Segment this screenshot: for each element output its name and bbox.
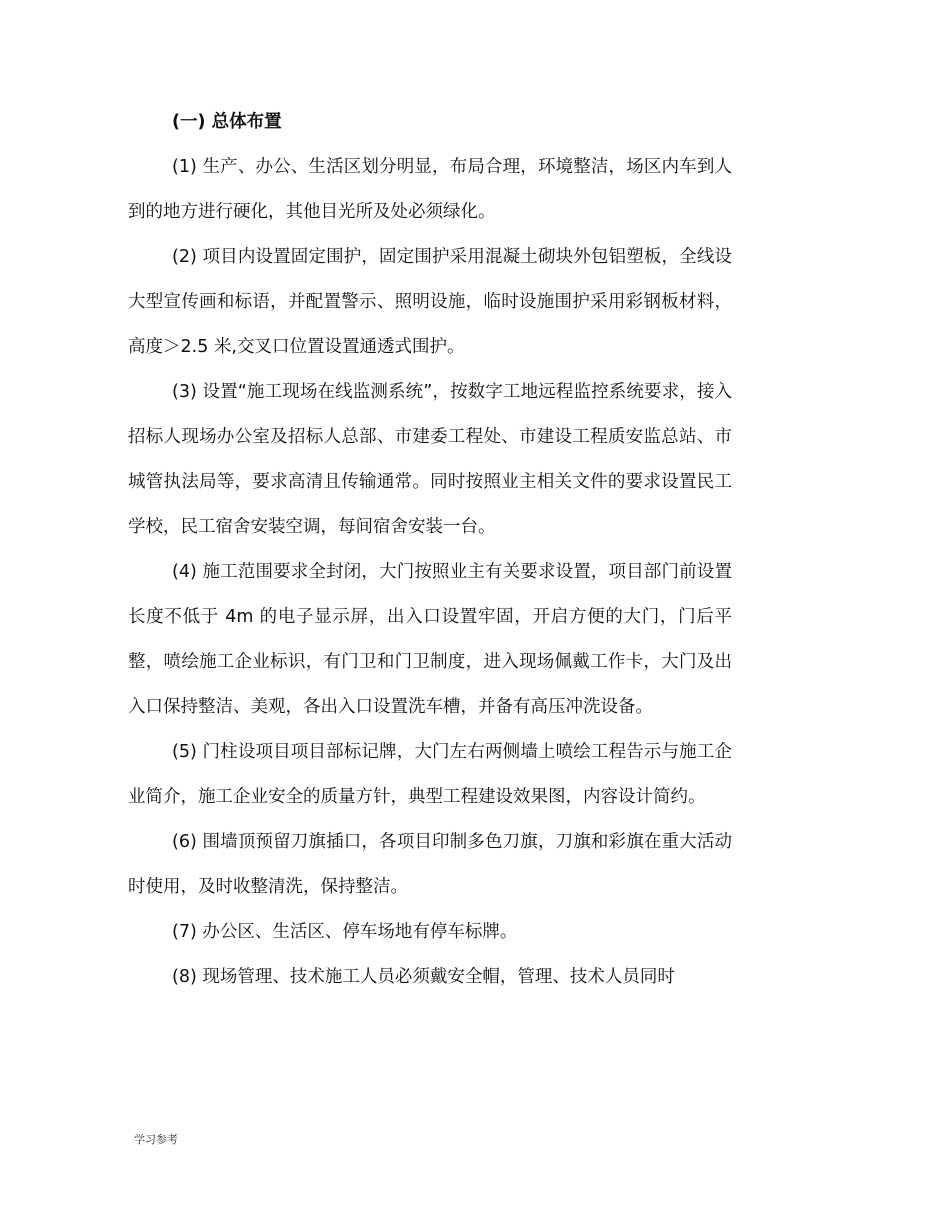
document-body <box>128 100 732 1000</box>
paragraph-7: (7) 办公区、生活区、停车场地有停车标牌。 <box>172 922 518 942</box>
paragraph-1: (1) 生产、办公、生活区划分明显，布局合理，环境整洁，场区内车到人到的地方进行硬化，其他目光所及处必须绿化。 <box>128 157 732 222</box>
paragraph-4: (4) 施工范围要求全封闭，大门按照业主有关要求设置，项目部门前设置长度不低于 4m 的电子显示屏，出入口设置牢固，开启方便的大门，门后平整，喷绘施工企业标识，有门卫和门卫制度，进入现场佩戴工作卡，大门及出入口保持整洁、美观，各出入口设置洗车槽，并备有高压冲洗设备。 <box>128 562 732 717</box>
paragraph-6: (6) 围墙顶预留刀旗插口，各项目印制多色刀旗，刀旗和彩旗在重大活动时使用，及时收整清洗，保持整洁。 <box>128 832 732 897</box>
paragraph-3: (3) 设置“施工现场在线监测系统”，按数字工地远程监控系统要求，接入招标人现场办公室及招标人总部、市建委工程处、市建设工程质安监总站、市城管执法局等，要求高清且传输通常。同时按照业主相关文件的要求设置民工学校，民工宿舍安装空调，每间宿舍安装一台。 <box>128 382 732 537</box>
page-footer: 学习参考 <box>134 1133 178 1146</box>
paragraph-8: (8) 现场管理、技术施工人员必须戴安全帽，管理、技术人员同时 <box>172 967 675 987</box>
section-heading: (一) 总体布置 <box>172 112 282 132</box>
paragraph-5: (5) 门柱设项目项目部标记牌，大门左右两侧墙上喷绘工程告示与施工企业简介，施工企业安全的质量方针，典型工程建设效果图，内容设计简约。 <box>128 742 732 807</box>
paragraph-2: (2) 项目内设置固定围护，固定围护采用混凝土砌块外包铝塑板，全线设大型宣传画和标语，并配置警示、照明设施，临时设施围护采用彩钢板材料，高度＞2.5 米,交叉口位置设置通透式围护。 <box>128 247 732 357</box>
